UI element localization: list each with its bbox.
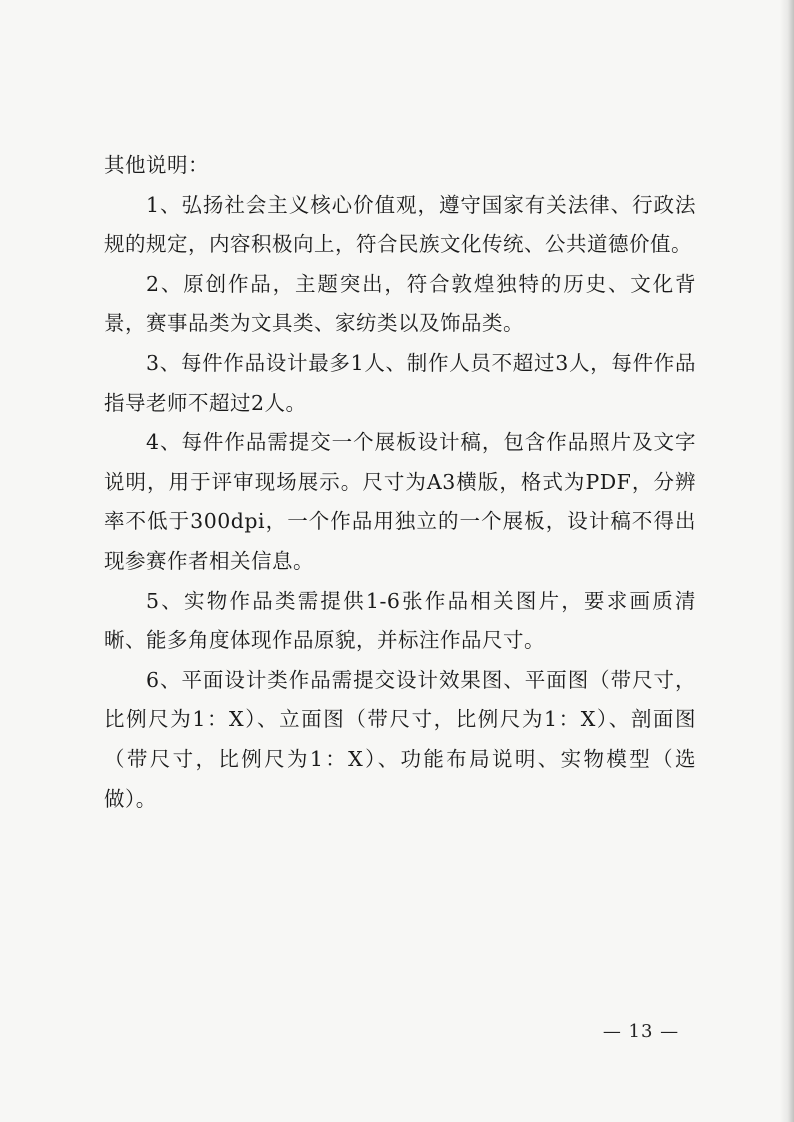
paragraph-5: 5、实物作品类需提供1-6张作品相关图片，要求画质清晰、能多角度体现作品原貌，并标注作品尺寸。 [104,588,696,653]
document-body [104,146,696,819]
paragraph-1: 1、弘扬社会主义核心价值观，遵守国家有关法律、行政法规的规定，内容积极向上，符合民族文化传统、公共道德价值。 [104,192,696,257]
paragraph-6: 6、平面设计类作品需提交设计效果图、平面图（带尺寸，比例尺为1：X）、立面图（带尺寸，比例尺为1：X）、剖面图（带尺寸，比例尺为1：X）、功能布局说明、实物模型（选做）。 [104,667,696,811]
section-heading: 其他说明： [104,153,209,177]
page-number: — 13 — [602,1021,680,1042]
paragraph-4: 4、每件作品需提交一个展板设计稿，包含作品照片及文字说明，用于评审现场展示。尺寸为A3横版，格式为PDF，分辨率不低于300dpi，一个作品用独立的一个展板，设计稿不得出现参赛作者相关信息。 [104,430,696,573]
page-edge-shadow [780,0,794,1122]
paragraph-2: 2、原创作品，主题突出，符合敦煌独特的历史、文化背景，赛事品类为文具类、家纺类以及饰品类。 [104,271,696,336]
paragraph-3: 3、每件作品设计最多1人、制作人员不超过3人，每件作品指导老师不超过2人。 [104,350,696,415]
